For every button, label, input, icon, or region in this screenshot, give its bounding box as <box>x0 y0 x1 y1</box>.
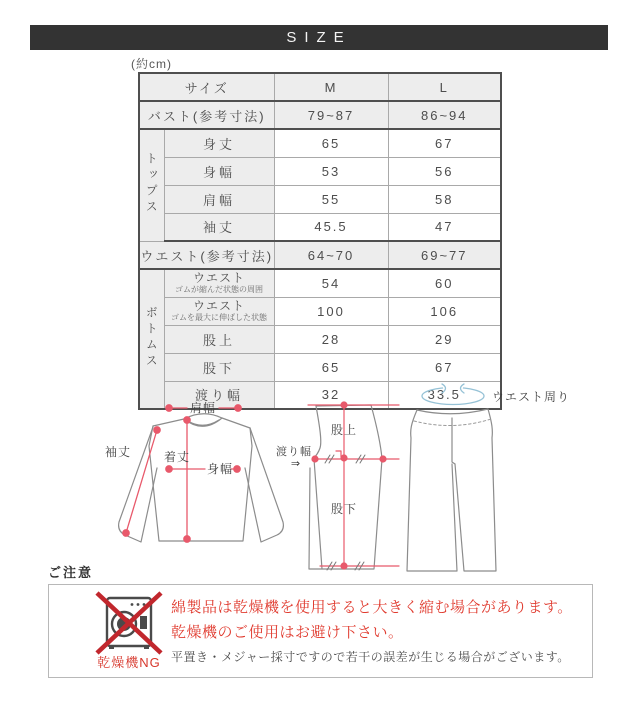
row-label: 渡り幅 <box>164 381 274 409</box>
thigh-width-arrow: ⇒ <box>290 458 302 470</box>
table-row-waist-relaxed <box>139 269 501 297</box>
bust-label: バスト(参考寸法) <box>139 101 274 129</box>
value-m: 45.5 <box>274 213 388 241</box>
col-l-header: L <box>388 73 501 101</box>
row-label: 身幅 <box>164 157 274 185</box>
inseam-label: 股下 <box>330 502 358 516</box>
value-l: 60 <box>388 269 501 297</box>
table-row-sleeve-length <box>139 213 501 241</box>
size-table <box>138 72 502 410</box>
waist-sublabel: ゴムを最大に伸ばした状態 <box>171 312 267 322</box>
table-row-waist-stretched <box>139 297 501 325</box>
dryer-control <box>140 616 147 629</box>
body-width-label: 身幅 <box>206 462 234 476</box>
shoulder-width-label: 肩幅 <box>189 401 217 415</box>
pants-front-outline <box>407 409 496 571</box>
bust-m: 79~87 <box>274 101 388 129</box>
table-header-row <box>139 73 501 101</box>
rise-label: 股上 <box>330 423 358 437</box>
col-m-header: M <box>274 73 388 101</box>
unit-note: (約cm) <box>131 57 172 71</box>
shirt-outline <box>119 414 284 542</box>
table-row-shoulder-width <box>139 185 501 213</box>
measurement-note-line: 平置き・メジャー採寸ですので若干の誤差が生じる場合がございます。 <box>171 650 570 664</box>
table-row-body-length <box>139 129 501 157</box>
waist-sublabel: ゴムが縮んだ状態の周囲 <box>175 284 263 294</box>
bottoms-group-label: ボトムス <box>144 305 159 370</box>
size-title: SIZE <box>286 29 352 46</box>
notice-box <box>48 584 593 678</box>
corner-cell: サイズ <box>139 73 274 101</box>
bust-row <box>139 101 501 129</box>
waist-circumference-mark <box>422 384 484 405</box>
waist-label: ウエスト <box>192 270 245 285</box>
value-l: 33.5 <box>388 381 501 409</box>
pants-side-diagram <box>276 402 399 570</box>
notice-heading: ご注意 <box>48 565 94 580</box>
value-m: 65 <box>274 353 388 381</box>
table-row-rise <box>139 325 501 353</box>
value-m: 28 <box>274 325 388 353</box>
group-cell-tops <box>139 129 164 241</box>
value-m: 32 <box>274 381 388 409</box>
waist-around-label: ウエスト周り <box>492 390 571 404</box>
waist-ref-l: 69~77 <box>388 241 501 269</box>
sleeve-length-label: 袖丈 <box>104 445 132 459</box>
row-label: 股下 <box>164 353 274 381</box>
body-length-label: 着丈 <box>163 450 191 464</box>
value-m: 100 <box>274 297 388 325</box>
value-l: 67 <box>388 129 501 157</box>
value-l: 67 <box>388 353 501 381</box>
value-m: 54 <box>274 269 388 297</box>
value-l: 56 <box>388 157 501 185</box>
table-row-inseam <box>139 353 501 381</box>
bust-l: 86~94 <box>388 101 501 129</box>
thigh-width-label: 渡り幅 <box>276 446 312 458</box>
measurement-diagrams <box>50 383 605 583</box>
row-label: 股上 <box>164 325 274 353</box>
waist-label: ウエスト <box>192 298 245 313</box>
pants-front-diagram <box>407 384 570 571</box>
value-l: 47 <box>388 213 501 241</box>
value-m: 53 <box>274 157 388 185</box>
row-label: 肩幅 <box>164 185 274 213</box>
warning-text-line2: 乾燥機のご使用はお避け下さい。 <box>171 624 404 641</box>
value-l: 58 <box>388 185 501 213</box>
row-label: 袖丈 <box>164 213 274 241</box>
row-label <box>164 269 274 297</box>
row-label <box>164 297 274 325</box>
waist-ref-m: 64~70 <box>274 241 388 269</box>
size-title-bar <box>30 25 608 50</box>
value-m: 65 <box>274 129 388 157</box>
dryer-ng-icon <box>91 591 167 655</box>
waist-ref-row <box>139 241 501 269</box>
row-label: 身丈 <box>164 129 274 157</box>
tops-group-label: トップス <box>144 151 159 216</box>
warning-text-line1: 綿製品は乾燥機を使用すると大きく縮む場合があります。 <box>171 599 573 616</box>
value-m: 55 <box>274 185 388 213</box>
waist-ref-label: ウエスト(参考寸法) <box>139 241 274 269</box>
table-row-body-width <box>139 157 501 185</box>
value-l: 29 <box>388 325 501 353</box>
shirt-diagram <box>105 400 283 542</box>
dryer-ng-label: 乾燥機NG <box>97 655 161 670</box>
value-l: 106 <box>388 297 501 325</box>
